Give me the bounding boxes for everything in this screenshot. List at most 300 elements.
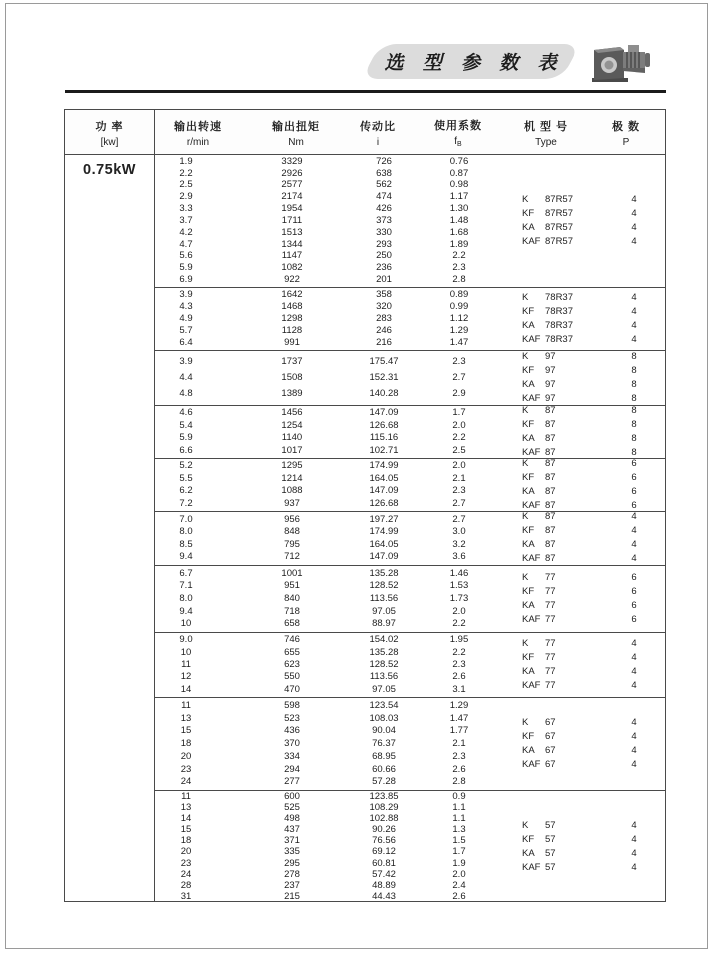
ratio-group-block (155, 790, 665, 903)
service-factor-value: 2.4 (452, 879, 466, 891)
output-torque-value: 991 (284, 337, 300, 348)
service-factor-value: 0.98 (449, 179, 469, 191)
type-row (522, 760, 667, 771)
service-factor-value: 2.7 (452, 497, 466, 509)
output-speed-value: 24 (180, 776, 192, 788)
pole-count: 6 (631, 599, 637, 611)
output-speed-value: 6.6 (179, 444, 193, 456)
output-torque-value: 937 (284, 497, 300, 509)
service-factor-value: 0.76 (449, 155, 469, 167)
pole-count: 6 (631, 485, 637, 497)
output-torque-value: 215 (284, 890, 300, 902)
output-speed-value: 4.6 (179, 407, 193, 419)
pole-count: 4 (631, 539, 637, 551)
service-factor-value: 2.7 (452, 372, 466, 383)
ratio-value: 128.52 (369, 658, 399, 670)
output-speed-value: 28 (180, 879, 192, 891)
type-row (522, 293, 667, 304)
type-prefix: KAF (522, 758, 541, 770)
type-size: 87 (545, 499, 556, 511)
service-factor-value: 2.2 (452, 250, 466, 262)
service-factor-value: 1.73 (449, 592, 469, 604)
type-prefix: KA (522, 319, 535, 331)
pole-count: 4 (631, 730, 637, 742)
type-prefix: KAF (522, 235, 541, 247)
type-size: 77 (545, 637, 556, 649)
header-output-torque (256, 110, 336, 155)
header-ratio-unit: i (376, 136, 380, 148)
service-factor-value: 2.0 (452, 460, 466, 472)
output-torque-value: 1513 (281, 226, 303, 238)
ratio-value: 426 (376, 203, 392, 215)
header-output-speed (158, 110, 238, 155)
type-prefix: KAF (522, 499, 541, 511)
output-speed-value: 15 (180, 824, 192, 836)
output-torque-value: 1001 (281, 567, 303, 579)
type-row (522, 540, 667, 551)
type-row (522, 237, 667, 248)
type-prefix: KA (522, 432, 535, 444)
pole-count: 8 (631, 446, 637, 458)
service-factor-value: 2.1 (452, 472, 466, 484)
power-rating-label: 0.75kW (83, 162, 136, 178)
service-factor-value: 2.0 (452, 419, 466, 431)
output-speed-value: 18 (180, 738, 192, 749)
output-speed-value: 10 (180, 646, 192, 658)
service-factor-value: 1.48 (449, 214, 469, 226)
type-row (522, 573, 667, 584)
ratio-value: 164.05 (369, 538, 399, 550)
service-factor-value: 1.95 (449, 634, 469, 646)
output-speed-value: 23 (180, 763, 192, 775)
output-torque-value: 795 (284, 538, 300, 550)
type-prefix: KAF (522, 553, 541, 565)
ratio-value: 90.04 (372, 725, 396, 737)
pole-count: 6 (631, 499, 637, 511)
type-row (522, 501, 667, 511)
output-torque-value: 2174 (281, 191, 303, 203)
type-size: 77 (545, 571, 556, 583)
service-factor-value: 1.29 (449, 699, 469, 711)
output-speed-value: 13 (180, 712, 192, 724)
type-size: 87 (545, 446, 556, 458)
pole-count: 4 (631, 511, 637, 523)
output-speed-value: 23 (180, 857, 192, 869)
service-factor-value: 3.1 (452, 683, 466, 695)
ratio-value: 44.43 (372, 890, 396, 902)
output-torque-value: 498 (284, 813, 300, 825)
service-factor-value: 2.2 (452, 646, 466, 658)
pole-count: 4 (631, 665, 637, 677)
table-body (65, 155, 665, 901)
output-speed-value: 4.4 (179, 372, 193, 383)
output-torque-value: 1298 (281, 313, 303, 324)
service-factor-value: 1.7 (452, 407, 466, 419)
pole-count: 8 (631, 392, 637, 404)
output-speed-value: 4.3 (179, 301, 193, 312)
type-size: 87 (545, 485, 556, 497)
pole-count: 4 (631, 235, 637, 247)
output-torque-value: 1295 (281, 460, 303, 472)
output-speed-value: 11 (181, 699, 191, 711)
type-row (522, 335, 667, 346)
type-size: 77 (545, 585, 556, 597)
type-prefix: KA (522, 378, 535, 390)
pole-count: 4 (631, 193, 637, 205)
output-speed-value: 15 (180, 725, 192, 737)
pole-count: 6 (631, 458, 637, 469)
ratio-value: 236 (376, 262, 392, 274)
output-speed-value: 4.2 (179, 226, 193, 238)
service-factor-value: 2.5 (452, 444, 466, 456)
service-factor-value: 1.77 (449, 725, 469, 737)
type-list (522, 351, 667, 405)
type-row (522, 718, 667, 729)
type-prefix: KF (522, 471, 535, 483)
ratio-group-block (155, 458, 665, 511)
type-prefix: KA (522, 665, 535, 677)
ratio-value: 175.47 (369, 356, 399, 367)
header-service-factor-zh: 使用系数 (434, 120, 482, 132)
type-size: 97 (545, 378, 556, 390)
ratio-group-block (155, 155, 665, 287)
type-row (522, 209, 667, 220)
output-torque-value: 1456 (281, 407, 303, 419)
ratio-value: 113.56 (369, 671, 399, 683)
type-prefix: K (522, 819, 529, 831)
output-speed-value: 1.9 (179, 155, 193, 167)
service-factor-value: 1.17 (449, 191, 469, 203)
service-factor-value: 2.3 (452, 658, 466, 670)
type-size: 87R57 (545, 235, 573, 247)
output-torque-value: 848 (284, 526, 300, 538)
service-factor-value: 1.5 (452, 835, 466, 847)
ratio-group-block (155, 511, 665, 565)
output-speed-value: 5.2 (179, 460, 193, 472)
service-factor-value: 0.89 (449, 289, 469, 300)
type-row (522, 366, 667, 377)
output-speed-value: 5.5 (179, 472, 193, 484)
service-factor-value: 1.29 (449, 325, 469, 336)
header-model-type-zh: 机 型 号 (523, 120, 569, 133)
output-speed-value: 11 (181, 791, 191, 803)
output-torque-value: 294 (284, 763, 300, 775)
gearmotor-photo (590, 40, 654, 86)
service-factor-value: 2.6 (452, 671, 466, 683)
output-torque-value: 1508 (281, 372, 303, 383)
ratio-value: 562 (376, 179, 392, 191)
ratio-value: 201 (376, 274, 392, 286)
ratio-value: 135.28 (369, 646, 399, 658)
type-list (522, 791, 667, 903)
type-list (522, 155, 667, 287)
type-prefix: KAF (522, 392, 541, 404)
type-list (522, 633, 667, 697)
output-speed-value: 18 (180, 835, 192, 847)
service-factor-value: 1.7 (452, 846, 466, 858)
pole-count: 8 (631, 405, 637, 416)
output-torque-value: 1642 (281, 289, 303, 300)
output-speed-value: 3.3 (179, 203, 193, 215)
service-factor-value: 1.12 (449, 313, 469, 324)
output-speed-value: 6.4 (179, 337, 193, 348)
ratio-value: 250 (376, 250, 392, 262)
service-factor-value: 1.47 (449, 337, 469, 348)
pole-count: 4 (631, 291, 637, 303)
ratio-value: 293 (376, 238, 392, 250)
output-speed-value: 4.7 (179, 238, 193, 250)
type-row (522, 307, 667, 318)
type-size: 67 (545, 758, 556, 770)
type-row (522, 554, 667, 565)
type-row (522, 863, 667, 874)
output-torque-value: 600 (284, 791, 300, 803)
output-torque-value: 1082 (281, 262, 303, 274)
service-factor-value: 3.6 (452, 551, 466, 563)
ratio-value: 126.68 (369, 497, 399, 509)
pole-count: 4 (631, 553, 637, 565)
output-torque-value: 525 (284, 802, 300, 814)
service-factor-value: 3.2 (452, 538, 466, 550)
output-speed-value: 5.9 (179, 262, 193, 274)
type-size: 67 (545, 744, 556, 756)
type-size: 78R37 (545, 319, 573, 331)
type-prefix: K (522, 291, 529, 303)
output-speed-value: 5.7 (179, 325, 193, 336)
service-factor-value: 2.6 (452, 890, 466, 902)
header-output-speed-zh: 输出转速 (174, 120, 222, 133)
type-prefix: KA (522, 744, 535, 756)
output-speed-value: 13 (180, 802, 192, 814)
ratio-value: 373 (376, 214, 392, 226)
output-torque-value: 1254 (281, 419, 303, 431)
pole-count: 4 (631, 651, 637, 663)
header-power-zh: 功 率 (95, 120, 124, 133)
ratio-value: 57.28 (372, 776, 396, 788)
ratio-value: 726 (376, 155, 392, 167)
service-factor-value: 1.1 (452, 813, 466, 825)
type-size: 57 (545, 847, 556, 859)
type-row (522, 746, 667, 757)
type-list (522, 566, 667, 632)
type-row (522, 835, 667, 846)
ratio-group-block (155, 350, 665, 405)
output-torque-value: 712 (284, 551, 300, 563)
type-size: 87 (545, 458, 556, 469)
type-size: 57 (545, 833, 556, 845)
pole-count: 4 (631, 716, 637, 728)
type-prefix: KAF (522, 613, 541, 625)
pole-count: 6 (631, 585, 637, 597)
output-speed-value: 2.9 (179, 191, 193, 203)
ratio-value: 123.54 (369, 699, 399, 711)
type-row (522, 406, 667, 416)
type-size: 57 (545, 819, 556, 831)
ratio-value: 638 (376, 167, 392, 179)
service-factor-value: 1.3 (452, 824, 466, 836)
type-size: 87 (545, 553, 556, 565)
output-torque-value: 335 (284, 846, 300, 858)
output-speed-value: 9.0 (179, 634, 193, 646)
type-prefix: KF (522, 305, 535, 317)
service-factor-value: 2.0 (452, 605, 466, 617)
header-poles-zh: 极 数 (611, 120, 641, 133)
output-speed-value: 24 (180, 868, 192, 880)
header-output-torque-unit: Nm (288, 136, 304, 148)
type-prefix: K (522, 405, 529, 416)
type-list (522, 512, 667, 565)
type-row (522, 601, 667, 612)
type-size: 57 (545, 861, 556, 873)
ratio-value: 123.85 (369, 791, 399, 803)
type-size: 97 (545, 350, 556, 362)
output-speed-value: 8.0 (179, 526, 193, 538)
service-factor-value: 0.9 (452, 791, 466, 803)
type-row (522, 512, 667, 523)
type-row (522, 352, 667, 363)
output-torque-value: 550 (284, 671, 300, 683)
type-prefix: KA (522, 485, 535, 497)
type-size: 87 (545, 511, 556, 523)
header-rule (65, 90, 666, 93)
type-row (522, 321, 667, 332)
output-torque-value: 1737 (281, 356, 303, 367)
ratio-value: 60.66 (372, 763, 396, 775)
type-prefix: KAF (522, 679, 541, 691)
type-list (522, 459, 667, 511)
type-size: 87R57 (545, 207, 573, 219)
output-torque-value: 523 (284, 712, 300, 724)
ratio-group-block (155, 565, 665, 632)
type-row (522, 653, 667, 664)
ratio-value: 330 (376, 226, 392, 238)
output-torque-value: 437 (284, 824, 300, 836)
output-torque-value: 623 (284, 658, 300, 670)
header-output-torque-zh: 输出扭矩 (272, 120, 320, 133)
output-torque-value: 1711 (281, 214, 303, 226)
output-speed-value: 9.4 (179, 605, 193, 617)
output-torque-value: 371 (284, 835, 300, 847)
pole-count: 4 (631, 847, 637, 859)
output-torque-value: 655 (284, 646, 300, 658)
output-speed-value: 9.4 (179, 551, 193, 563)
type-prefix: KA (522, 847, 535, 859)
header-service-factor (418, 110, 498, 155)
type-size: 77 (545, 613, 556, 625)
output-speed-value: 5.6 (179, 250, 193, 262)
ratio-value: 135.28 (369, 567, 399, 579)
power-column (65, 155, 154, 901)
service-factor-value: 3.0 (452, 526, 466, 538)
output-speed-value: 14 (180, 683, 192, 695)
output-speed-value: 20 (180, 750, 192, 762)
ratio-group-block (155, 405, 665, 458)
type-size: 87 (545, 432, 556, 444)
header-model-type-unit: Type (535, 136, 557, 148)
ratio-value: 147.09 (369, 551, 399, 563)
type-prefix: K (522, 716, 529, 728)
type-size: 87 (545, 525, 556, 537)
service-factor-value: 2.8 (452, 274, 466, 286)
output-torque-value: 1017 (281, 444, 303, 456)
pole-count: 4 (631, 833, 637, 845)
type-row (522, 420, 667, 430)
ratio-value: 48.89 (372, 879, 396, 891)
type-prefix: K (522, 637, 529, 649)
type-row (522, 587, 667, 598)
type-list (522, 288, 667, 350)
type-prefix: KF (522, 585, 535, 597)
type-size: 77 (545, 665, 556, 677)
ratio-value: 474 (376, 191, 392, 203)
type-size: 87R57 (545, 193, 573, 205)
ratio-value: 128.52 (369, 580, 399, 592)
header-ratio-zh: 传动比 (360, 120, 396, 133)
header-service-factor-unit: $f_B$ (454, 136, 462, 148)
output-torque-value: 718 (284, 605, 300, 617)
type-prefix: KF (522, 207, 535, 219)
service-factor-value: 2.9 (452, 388, 466, 399)
service-factor-value: 1.68 (449, 226, 469, 238)
service-factor-value: 2.6 (452, 763, 466, 775)
output-speed-value: 3.7 (179, 214, 193, 226)
type-prefix: KF (522, 525, 535, 537)
type-prefix: KAF (522, 333, 541, 345)
pole-count: 8 (631, 432, 637, 444)
output-torque-value: 746 (284, 634, 300, 646)
output-torque-value: 470 (284, 683, 300, 695)
pole-count: 6 (631, 571, 637, 583)
ratio-value: 57.42 (372, 868, 396, 880)
ratio-value: 174.99 (369, 460, 399, 472)
output-speed-value: 5.9 (179, 432, 193, 444)
ratio-value: 102.88 (369, 813, 399, 825)
ratio-value: 164.05 (369, 472, 399, 484)
pole-count: 4 (631, 819, 637, 831)
pole-count: 4 (631, 525, 637, 537)
service-factor-value: 2.3 (452, 485, 466, 497)
catalog-page (5, 3, 708, 949)
type-size: 77 (545, 599, 556, 611)
type-prefix: K (522, 193, 529, 205)
output-speed-value: 6.9 (179, 274, 193, 286)
ratio-value: 97.05 (372, 683, 396, 695)
type-size: 77 (545, 651, 556, 663)
type-size: 78R37 (545, 291, 573, 303)
type-prefix: K (522, 511, 529, 523)
type-row (522, 821, 667, 832)
output-torque-value: 1954 (281, 203, 303, 215)
pole-count: 4 (631, 319, 637, 331)
power-column-divider (154, 110, 155, 901)
type-row (522, 394, 667, 405)
output-torque-value: 277 (284, 776, 300, 788)
output-speed-value: 2.2 (179, 167, 193, 179)
table-header-row (65, 110, 665, 155)
service-factor-value: 1.47 (449, 712, 469, 724)
data-blocks (155, 155, 665, 901)
ratio-value: 115.16 (369, 432, 399, 444)
output-torque-value: 1140 (281, 432, 303, 444)
ratio-value: 68.95 (372, 750, 396, 762)
type-prefix: KF (522, 418, 535, 430)
service-factor-value: 2.2 (452, 432, 466, 444)
type-row (522, 459, 667, 469)
type-size: 87 (545, 405, 556, 416)
ratio-value: 76.56 (372, 835, 396, 847)
type-prefix: K (522, 458, 529, 469)
type-row (522, 434, 667, 444)
